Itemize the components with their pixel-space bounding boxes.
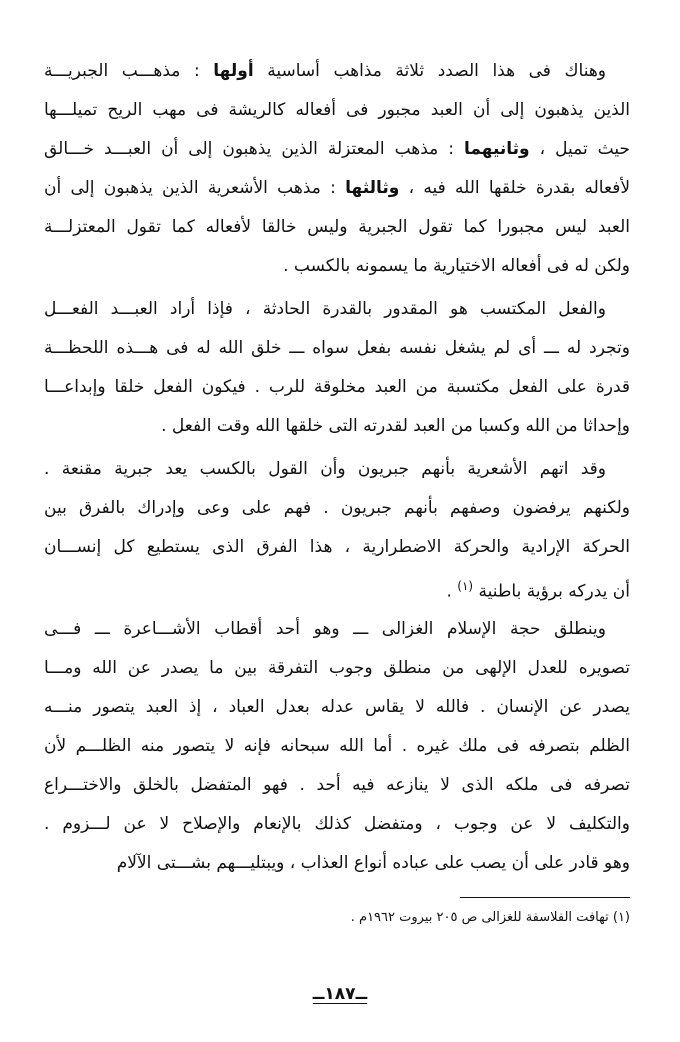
footnote-separator	[460, 897, 630, 898]
main-text	[44, 52, 630, 883]
text-line: وهناك فى هذا الصدد ثلاثة مذاهب أساسية أولها : مذهـــب الجبريـــة	[44, 61, 606, 81]
text-line: تصرفه فى ملكه الذى لا ينازعه فيه أحد . فهو المتفضل بالخلق والاختـــراع	[44, 775, 630, 795]
text-line: وينطلق حجة الإسلام الغزالى ـــ وهو أحد أقطاب الأشـــاعرة ـــ فـــى	[44, 619, 606, 639]
text-line: ولكن له فى أفعاله الاختيارية ما يسمونه بالكسب .	[283, 256, 630, 276]
paragraph	[44, 52, 630, 286]
paragraph	[44, 450, 630, 606]
text-line: العبد ليس مجبورا كما تقول الجبرية وليس خالقا لأفعاله كما تقول المعتزلـــة	[44, 217, 630, 237]
bold-term: وثالثها	[345, 178, 400, 198]
text-line: يصدر عن الإنسان . فالله لا يقاس عدله بعدل العباد ، إذ العبد يتصور منـــه	[44, 697, 630, 717]
paragraph	[44, 610, 630, 883]
text-line: حيث تميل ، وثانيهما : مذهب المعتزلة الذين يذهبون إلى أن العبـــد خـــالق	[44, 139, 630, 159]
text-line: وإحداثا من الله وكسبا من العبد لقدرته التى خلقها الله وقت الفعل .	[161, 416, 630, 436]
bold-term: وثانيهما	[463, 139, 530, 159]
text-line: الحركة الإرادية والحركة الاضطرارية ، هذا الفرق الذى يستطيع كل إنســـان	[44, 537, 630, 557]
text-line: وهو قادر على أن يصب على عباده أنواع العذاب ، ويبتليـــهم بشـــتى الآلام	[116, 853, 630, 873]
text-line: والفعل المكتسب هو المقدور بالقدرة الحادثة ، فإذا أراد العبـــد الفعـــل	[44, 299, 606, 319]
text-line: قدرة على الفعل مكتسبة من العبد مخلوقة للرب . فيكون الفعل خلقا وإبداعـــا	[44, 377, 630, 397]
footnote: (١) تهافت الفلاسفة للغزالى ص ٢٠٥ بيروت ١٩٦٢م .	[350, 910, 630, 925]
text-line: ولكنهم يرفضون وصفهم بأنهم جبريون . فهم على وعى وإدراك بالفرق بين	[44, 498, 630, 518]
text-line: وقد اتهم الأشعرية بأنهم جبريون وأن القول بالكسب يعد جبرية مقنعة .	[44, 459, 606, 479]
page-number: ــ١٨٧ــ	[312, 984, 368, 1004]
text-line: تصويره للعدل الإلهى من منطلق وجوب التفرقة بين ما يصدر عن الله ومـــا	[44, 658, 630, 678]
footnote-marker: (١)	[457, 579, 474, 593]
bold-term: أولها	[213, 61, 254, 81]
paragraph	[44, 290, 630, 446]
text-line: وتجرد له ـــ أى لم يشغل نفسه بفعل سواه ـــ خلق الله له فى هـــذه اللحظـــة	[44, 338, 630, 358]
text-line: الظلم بتصرفه فى ملك غيره . أما الله سبحانه فإنه لا يتصور منه الظلـــم لأن	[44, 736, 630, 756]
text-line: والتكليف لا عن وجوب ، ومتفضل كذلك بالإنعام والإصلاح لا عن لـــزوم .	[44, 814, 630, 834]
text-line: أن يدركه برؤية باطنية $^{(١)}$ .	[446, 579, 630, 602]
text-line: لأفعاله بقدرة خلقها الله فيه ، وثالثها : مذهب الأشعرية الذين يذهبون إلى أن	[44, 178, 631, 198]
text-line: الذين يذهبون إلى أن العبد مجبور فى أفعاله كالريشة فى مهب الريح تميلـــها	[44, 100, 630, 120]
